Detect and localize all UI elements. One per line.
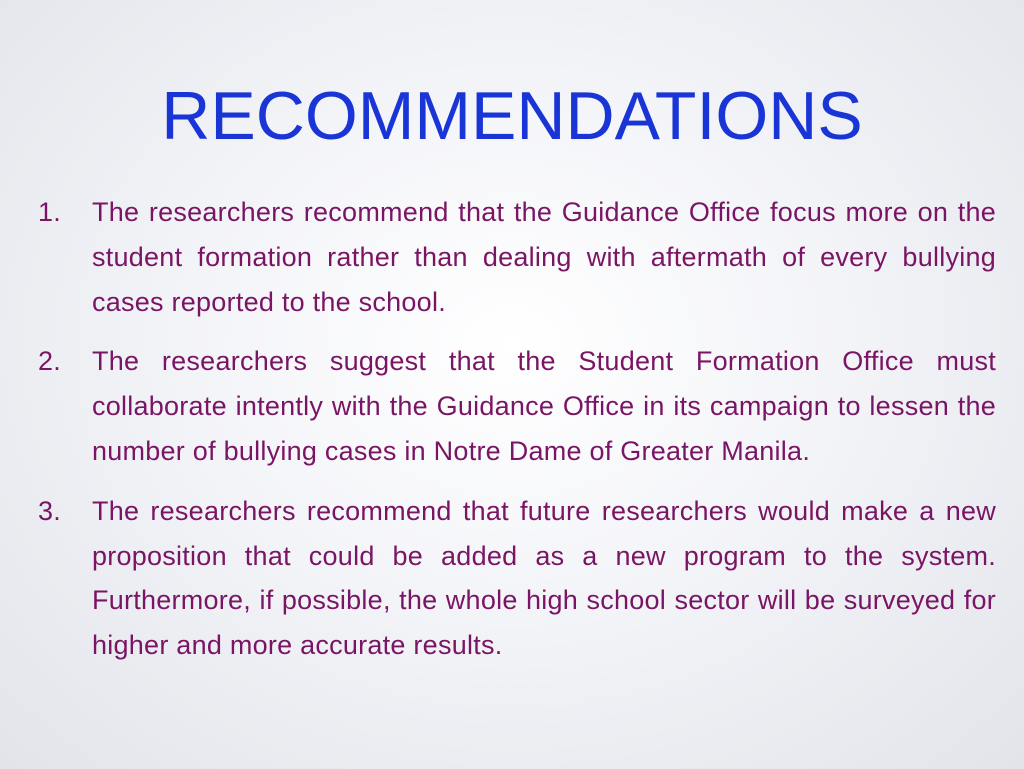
recommendation-item [38,489,996,668]
slide-title: RECOMMENDATIONS [161,78,863,154]
recommendation-item [38,339,996,473]
recommendation-item [38,190,996,324]
recommendation-list [38,190,996,668]
item-number: 1. [38,197,62,227]
item-text: The researchers recommend that future researchers would make a new proposition that could be added as a new program to the system. Furthermore, if possible, the whole high school sector will be surveyed for higher and more accurate results. [92,495,996,661]
item-text: The researchers recommend that the Guidance Office focus more on the student formation rather than dealing with aftermath of every bullying cases reported to the school. [92,197,996,317]
item-number: 2. [38,346,62,377]
item-number: 3. [38,495,62,526]
item-text: The researchers suggest that the Student Formation Office must collaborate intently with the Guidance Office in its campaign to lessen the number of bullying cases in Notre Dame of Greater Manila. [92,346,996,466]
